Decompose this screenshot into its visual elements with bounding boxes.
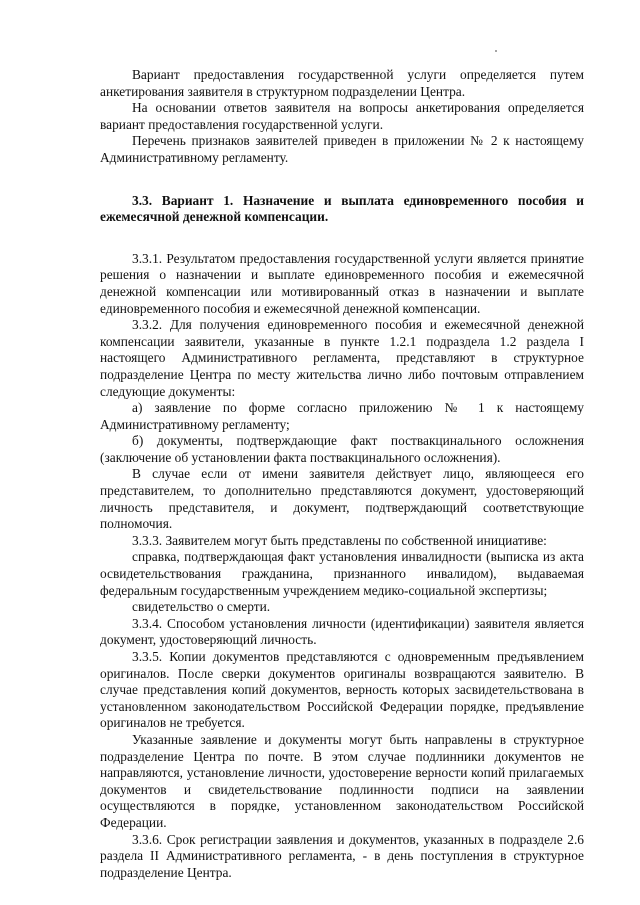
paragraph: Указанные заявление и документы могут быть направлены в структурное подразделение Центра по почте. В этом случае подлинники документов не направляются, установление личности, удостоверение верности копий прилагаемых документов и свидетельствование подлинности подписи на заявлении осуществляются в порядке, установленном законодательством Российской Федерации. [100, 731, 584, 830]
paragraph: 3.3.4. Способом установления личности (идентификации) заявителя является документ, удостоверяющий личность. [100, 615, 584, 648]
paragraph: 3.3.6. Срок регистрации заявления и документов, указанных в подразделе 2.6 раздела II Административного регламента, - в день поступления в структурное подразделение Центра. [100, 831, 584, 880]
paragraph: Вариант предоставления государственной услуги определяется путем анкетирования заявителя в структурном подразделении Центра. [100, 67, 584, 99]
list-item: а) заявление по форме согласно приложению № 1 к настоящему Административному регламенту; [100, 400, 584, 432]
list-item: справка, подтверждающая факт установления инвалидности (выписка из акта освидетельствования гражданина, признанного инвалидом), выдаваемая федеральным государственным учреждением медико-социальной экспертизы; [100, 549, 584, 598]
paragraph: На основании ответов заявителя на вопросы анкетирования определяется вариант предоставления государственной услуги. [100, 100, 584, 132]
scan-speck [495, 50, 497, 52]
list-item: свидетельство о смерти. [132, 599, 271, 615]
paragraph: 3.3.2. Для получения единовременного пособия и ежемесячной денежной компенсации заявители, указанные в пункте 1.2.1 подраздела 1.2 раздела I настоящего Административного регламента, представляют в структурное подразделение Центра по месту жительства лично либо почтовым отправлением следующие документы: [100, 317, 584, 399]
paragraph: 3.3.5. Копии документов представляются с одновременным предъявлением оригиналов. После сверки документов оригиналы возвращаются заявителю. В случае представления копий документов, верность которых засвидетельствована в установленном законодательством Российской Федерации порядке, предъявление оригиналов не требуется. [100, 649, 584, 731]
section-heading: 3.3. Вариант 1. Назначение и выплата единовременного пособия и ежемесячной денежной компенсации. [100, 192, 584, 225]
paragraph: 3.3.3. Заявителем могут быть представлены по собственной инициативе: [132, 532, 547, 548]
list-item: б) документы, подтверждающие факт поствакцинального осложнения (заключение об установлении факта поствакцинального осложнения). [100, 433, 584, 465]
text-column [100, 67, 584, 881]
paragraph: Перечень признаков заявителей приведен в приложении № 2 к настоящему Административному регламенту. [100, 133, 584, 165]
paragraph: 3.3.1. Результатом предоставления государственной услуги является принятие решения о назначении и выплате единовременного пособия и ежемесячной денежной компенсации или мотивированный отказ в назначении и выплате единовременного пособия и ежемесячной денежной компенсации. [100, 250, 584, 316]
paragraph: В случае если от имени заявителя действует лицо, являющееся его представителем, то дополнительно представляются документ, удостоверяющий личность представителя, и документ, подтверждающий соответствующие полномочия. [100, 466, 584, 532]
